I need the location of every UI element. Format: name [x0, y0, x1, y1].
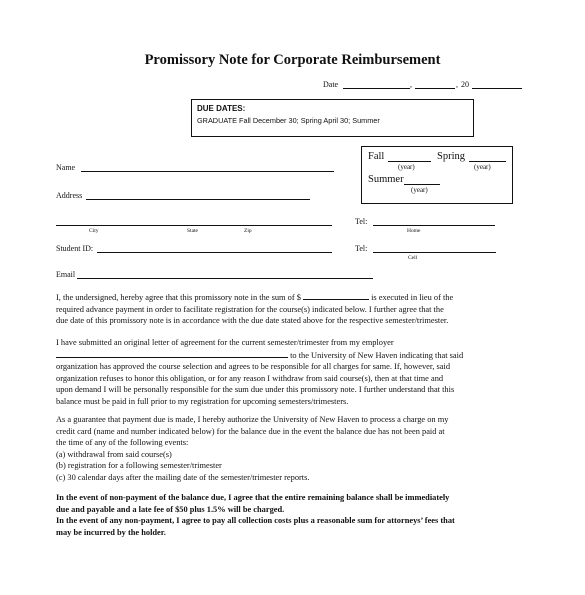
p2-line-6: balance must be paid in full prior to my registration for upcoming semesters/trimesters.: [56, 396, 349, 406]
due-dates-detail: [197, 116, 380, 125]
paragraph-non-payment: [56, 492, 526, 538]
due-dates-text: Fall December 30; Spring April 30; Summer: [239, 116, 380, 125]
employer-name-field[interactable]: [56, 349, 288, 358]
state-caption: State: [187, 228, 198, 234]
p1-line-3: due date of this promissory note is in accordance with the due date stated above for the respective semester/trimester.: [56, 316, 449, 326]
home-caption: Home: [407, 228, 421, 234]
p3-line-3: the time of any of the following events:: [56, 438, 189, 448]
due-dates-graduate-label: GRADUATE: [197, 116, 238, 125]
term-fall-year-caption: (year): [398, 163, 415, 171]
p3-item-c: (c) 30 calendar days after the mailing date of the semester/trimester reports.: [56, 472, 310, 482]
tel-home-field[interactable]: [373, 225, 495, 226]
date-separator-1: ,: [410, 80, 412, 89]
email-label: Email: [56, 270, 76, 279]
tel-home-label: Tel:: [355, 217, 368, 226]
p4-line-2: due and payable and a late fee of $50 plus 1.5% will be charged.: [56, 504, 285, 514]
date-separator-2: ,: [456, 80, 458, 89]
term-spring-label: Spring: [437, 151, 466, 162]
due-dates-heading: DUE DATES:: [197, 104, 246, 113]
email-field[interactable]: [77, 278, 373, 279]
semester-box: [361, 146, 513, 204]
sum-amount-field[interactable]: [303, 291, 369, 300]
date-field-day[interactable]: [415, 88, 455, 89]
p2-line-1: I have submitted an original letter of agreement for the current semester/trimester from my employer: [56, 338, 394, 347]
p1-start-text: I, the undersigned, hereby agree that this promissory note in the sum of $: [56, 293, 301, 302]
term-fall-year-field[interactable]: [388, 161, 431, 162]
page-title: Promissory Note for Corporate Reimbursement: [144, 52, 441, 68]
p3-item-b: (b) registration for a following semester/trimester: [56, 461, 222, 471]
city-state-zip-field[interactable]: [56, 225, 332, 226]
term-spring-year-field[interactable]: [469, 161, 506, 162]
tel-cell-label: Tel:: [355, 244, 368, 253]
p4-line-4: may be incurred by the holder.: [56, 527, 166, 537]
student-id-field[interactable]: [97, 252, 332, 253]
p2-line-2-end: to the University of New Haven indicating that said: [290, 350, 464, 360]
address-field[interactable]: [86, 199, 310, 200]
zip-caption: Zip: [244, 228, 252, 234]
p4-line-3: In the event of any non-payment, I agree to pay all collection costs plus a reasonable sum for attorneys’ fees that: [56, 516, 455, 526]
p3-line-1: As a guarantee that payment due is made, I hereby authorize the University of New Haven to process a charge on my: [56, 415, 449, 424]
p2-line-3: organization has approved the course selection and agrees to be responsible for all charges for same. If, however, said: [56, 362, 451, 372]
address-label: Address: [56, 191, 83, 200]
name-field[interactable]: [81, 171, 334, 172]
term-summer-label: Summer: [368, 174, 404, 185]
tel-cell-field[interactable]: [373, 252, 496, 253]
paragraph-guarantee: [56, 414, 526, 484]
student-id-label: Student ID:: [56, 244, 94, 253]
p3-line-2: credit card (name and number indicated below) for the balance due in the event the balance due has not been paid at: [56, 426, 445, 436]
paragraph-employer: [56, 337, 526, 408]
p2-line-4: organization refuses to honor this obligation, or for any reason I withdraw from said course(s), then at that time and: [56, 373, 444, 383]
name-label: Name: [56, 163, 76, 172]
cell-caption: Cell: [408, 255, 418, 261]
date-year-prefix: 20: [461, 80, 469, 89]
term-fall-label: Fall: [368, 151, 385, 162]
date-field-month-day[interactable]: [343, 88, 410, 89]
term-spring-year-caption: (year): [474, 163, 491, 171]
p3-item-a: (a) withdrawal from said course(s): [56, 449, 172, 459]
date-label: Date: [323, 80, 339, 89]
term-summer-year-caption: (year): [411, 186, 428, 194]
date-field-year[interactable]: [472, 88, 522, 89]
p1-line-2: required advance payment in order to facilitate registration for the course(s) indicated below. I further agree that the: [56, 304, 444, 314]
p2-line-5: upon demand I will be personally responsible for the sum due under this promissory note. I further understand that this: [56, 385, 455, 395]
due-dates-box: [191, 99, 474, 137]
p1-end-text: is executed in lieu of the: [371, 293, 454, 302]
term-summer-year-field[interactable]: [404, 184, 440, 185]
city-caption: City: [89, 228, 99, 234]
p4-line-1: In the event of non-payment of the balance due, I agree that the entire remaining balance shall be immediately: [56, 493, 450, 502]
paragraph-sum: [56, 291, 526, 327]
